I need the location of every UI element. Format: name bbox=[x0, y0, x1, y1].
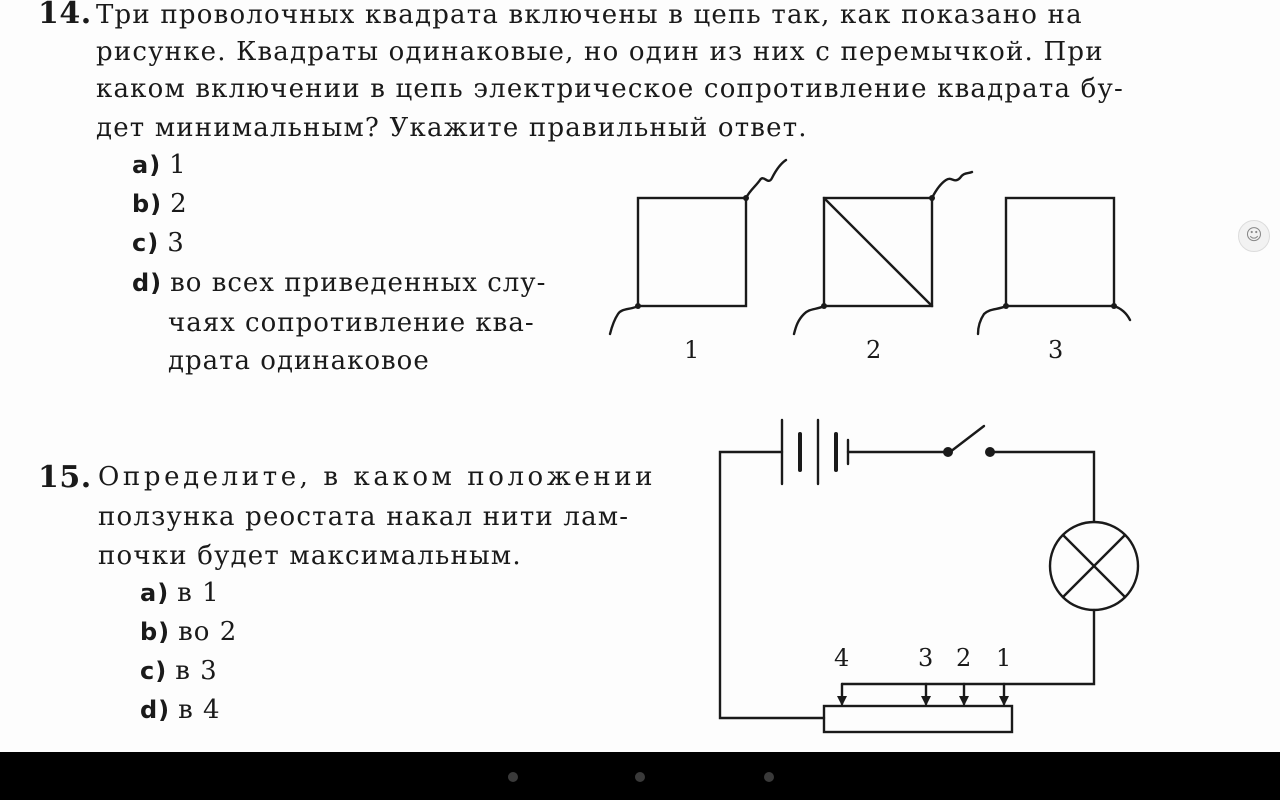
rheostat-label-4: 4 bbox=[834, 644, 850, 672]
q14-option-d-letter: d) bbox=[132, 269, 163, 297]
arrow-4 bbox=[837, 696, 847, 706]
figure-label-1: 1 bbox=[684, 336, 700, 364]
nav-back-icon[interactable] bbox=[508, 772, 518, 782]
square-2-jumper bbox=[824, 198, 932, 306]
square-3-wire-bottom-right bbox=[1114, 306, 1130, 320]
figure-label-2: 2 bbox=[866, 336, 882, 364]
nav-home-icon[interactable] bbox=[635, 772, 645, 782]
squares-figure bbox=[600, 150, 1140, 370]
q14-option-d-text-3: драта одинаковое bbox=[168, 346, 430, 376]
question-15-line-1: Определите, в каком положении bbox=[98, 462, 657, 492]
q15-option-c-letter: c) bbox=[140, 657, 168, 685]
q14-option-b bbox=[132, 189, 188, 219]
square-1-node-bottom bbox=[635, 303, 641, 309]
square-2-node-top bbox=[929, 195, 935, 201]
question-15-line-3: почки будет максимальным. bbox=[98, 541, 522, 571]
question-14-number: 14. bbox=[38, 0, 92, 31]
q15-option-d-text: в 4 bbox=[178, 695, 221, 725]
q15-option-d-letter: d) bbox=[140, 696, 171, 724]
square-2-wire-top bbox=[932, 172, 972, 198]
q14-option-a bbox=[132, 150, 187, 180]
smiley-icon[interactable]: ☺ bbox=[1238, 220, 1270, 252]
question-14-line-4: дет минимальным? Укажите правильный ответ. bbox=[96, 113, 808, 143]
square-3-node-right bbox=[1111, 303, 1117, 309]
q14-option-d-text-2: чаях сопротивление ква- bbox=[168, 308, 535, 338]
rheostat-body bbox=[824, 706, 1012, 732]
square-2-node-bottom bbox=[821, 303, 827, 309]
rheostat-label-3: 3 bbox=[918, 644, 934, 672]
square-3 bbox=[1006, 198, 1114, 306]
q15-option-a-text: в 1 bbox=[177, 578, 220, 608]
q14-option-b-text: 2 bbox=[170, 189, 188, 219]
q15-option-b-text: во 2 bbox=[178, 617, 238, 647]
square-1-node-top bbox=[743, 195, 749, 201]
question-14-line-2: рисунке. Квадраты одинаковые, но один из них с перемычкой. При bbox=[96, 37, 1104, 67]
switch-contact-left bbox=[943, 447, 953, 457]
q15-option-a-letter: a) bbox=[140, 579, 170, 607]
question-15-number: 15. bbox=[38, 460, 92, 495]
q14-option-c-text: 3 bbox=[167, 228, 185, 258]
rheostat-label-1: 1 bbox=[996, 644, 1012, 672]
rheostat-label-2: 2 bbox=[956, 644, 972, 672]
q15-option-b-letter: b) bbox=[140, 618, 171, 646]
wire-left bbox=[720, 452, 824, 718]
arrow-2 bbox=[959, 696, 969, 706]
question-14-line-3: каком включении в цепь электрическое сопротивление квадрата бу- bbox=[96, 74, 1124, 104]
switch-contact-right bbox=[985, 447, 995, 457]
q14-option-d-text-1: во всех приведенных слу- bbox=[170, 268, 547, 298]
switch-blade bbox=[950, 426, 984, 452]
figure-label-3: 3 bbox=[1048, 336, 1064, 364]
q14-option-c-letter: c) bbox=[132, 229, 160, 257]
q14-option-d bbox=[132, 268, 546, 298]
question-15-line-2: ползунка реостата накал нити лам- bbox=[98, 502, 630, 532]
square-1-wire-bottom bbox=[610, 306, 638, 334]
square-1-wire-top bbox=[746, 160, 786, 198]
wire-top-right bbox=[990, 452, 1094, 522]
q15-option-c-text: в 3 bbox=[175, 656, 218, 686]
q15-option-d bbox=[140, 695, 221, 725]
q15-option-a bbox=[140, 578, 220, 608]
arrow-1 bbox=[999, 696, 1009, 706]
nav-recents-icon[interactable] bbox=[764, 772, 774, 782]
circuit-figure bbox=[700, 400, 1160, 750]
q15-option-c bbox=[140, 656, 218, 686]
square-2-wire-bottom bbox=[794, 306, 824, 334]
square-3-node-left bbox=[1003, 303, 1009, 309]
square-3-wire-bottom-left bbox=[978, 306, 1006, 334]
q14-option-a-letter: a) bbox=[132, 151, 162, 179]
q14-option-a-text: 1 bbox=[169, 150, 187, 180]
square-1 bbox=[638, 198, 746, 306]
q14-option-b-letter: b) bbox=[132, 190, 163, 218]
question-14-line-1: Три проволочных квадрата включены в цепь так, как показано на bbox=[96, 0, 1083, 30]
arrow-3 bbox=[921, 696, 931, 706]
q14-option-c bbox=[132, 228, 185, 258]
q15-option-b bbox=[140, 617, 237, 647]
